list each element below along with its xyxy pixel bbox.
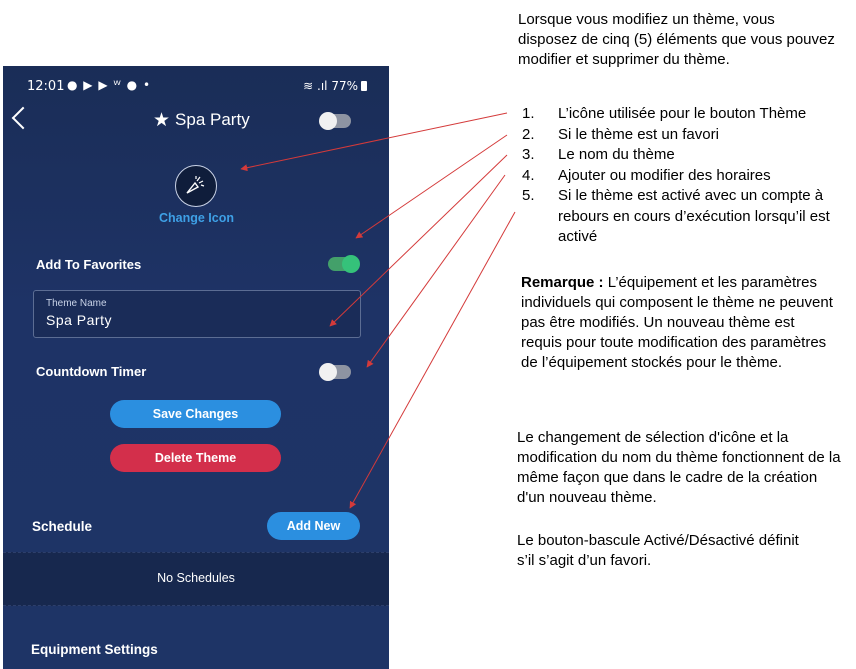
paragraph-toggle: Le bouton-bascule Activé/Désactivé définit s’il s’agit d’un favori.	[517, 532, 799, 569]
remark-body: L’équipement et les paramètres individuels qui composent le thème ne peuvent pas être modifiés. Un nouveau thème est requis pour toute modification des paramètres de l’équipement stockés pour le thème.	[521, 274, 833, 371]
delete-theme-button[interactable]: Delete Theme	[110, 444, 281, 472]
list-item: 1. L’icône utilisée pour le bouton Thème	[522, 105, 807, 122]
status-time: 12:01	[27, 79, 65, 94]
wifi-icon: ≋	[303, 79, 314, 93]
countdown-label: Countdown Timer	[36, 364, 147, 379]
paragraph-icon-name: Le changement de sélection d'icône et la modification du nom du thème fonctionnent de la même façon que dans le cadre de la création d'un nouveau thème.	[517, 429, 841, 506]
add-new-button[interactable]: Add New	[267, 512, 360, 540]
save-changes-button[interactable]: Save Changes	[110, 400, 281, 428]
arrow-1	[241, 113, 507, 169]
equipment-settings-label: Equipment Settings	[31, 642, 158, 657]
theme-name-label: Theme Name	[46, 298, 107, 309]
favorites-label: Add To Favorites	[36, 257, 142, 272]
battery-level: 77%	[331, 79, 358, 93]
arrow-5	[350, 212, 515, 508]
arrow-3	[330, 155, 507, 326]
notification-icons: ● ▶ ▶ ᵂ ● •	[67, 78, 152, 92]
list-item: 2. Si le thème est un favori	[522, 125, 719, 143]
remark-heading: Remarque :	[521, 274, 604, 291]
no-schedules-text: No Schedules	[157, 571, 235, 585]
star-icon: ★	[153, 109, 171, 131]
arrow-4	[367, 175, 505, 367]
intro-text: Lorsque vous modifiez un thème, vous disposez de cinq (5) éléments que vous pouvez modifier et supprimer du thème.	[518, 11, 835, 68]
list-item: 5. Si le thème est activé avec un compte à rebours en cours d’exécution lorsqu’il est activé	[522, 187, 830, 245]
change-icon-link[interactable]: Change Icon	[159, 211, 235, 225]
list-item: 3. Le nom du thème	[522, 146, 675, 163]
signal-icon: .ıl	[317, 79, 328, 93]
schedule-label: Schedule	[32, 519, 93, 534]
theme-title: Spa Party	[175, 110, 250, 129]
list-item: 4. Ajouter ou modifier des horaires	[522, 166, 771, 184]
theme-name-value[interactable]: Spa Party	[46, 312, 112, 328]
arrow-2	[356, 135, 507, 238]
